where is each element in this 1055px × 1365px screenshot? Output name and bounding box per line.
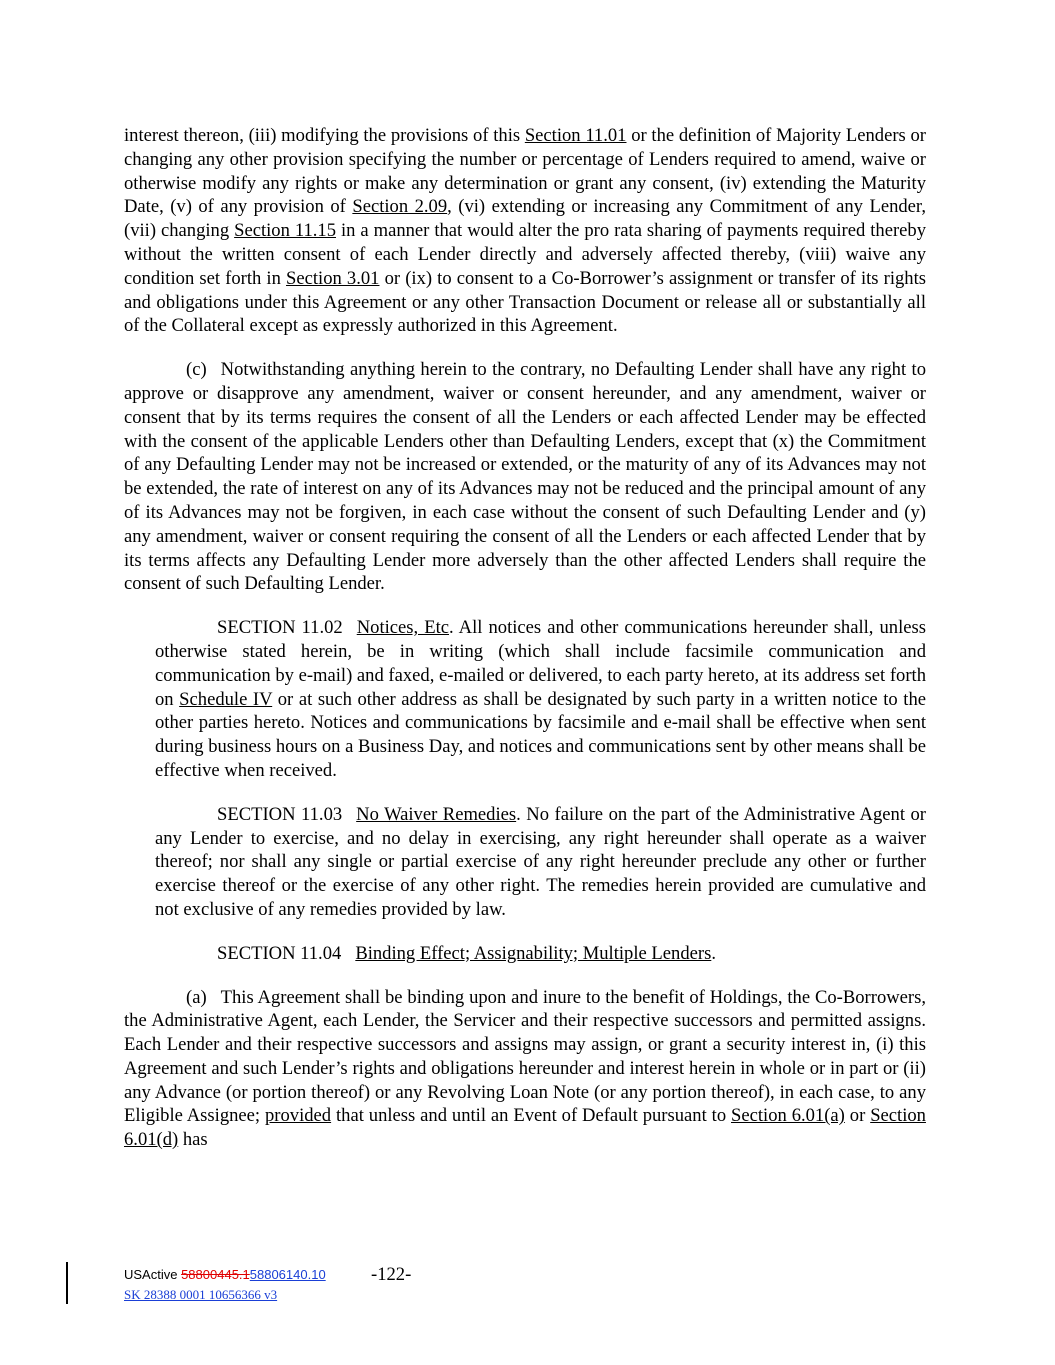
text: . All notices and other communications hereunder shall, unless otherwise stated herein, be in writing (which shall include facsimile communication and communication by e-mail) and faxed, e-mailed or delivered, to each party hereto, at its address set forth on [155, 617, 926, 710]
section-reference: Section 6.01(a) [731, 1105, 845, 1127]
section-reference: Section 3.01 [286, 267, 380, 289]
document-body [124, 124, 926, 1152]
section-number: SECTION 11.03 [217, 803, 343, 825]
section-title: Notices, Etc [356, 617, 449, 639]
section-11-03 [124, 803, 926, 922]
text: . [711, 942, 716, 964]
footer-docref: SK 28388 0001 10656366 v3 [124, 1287, 278, 1302]
section-number: SECTION 11.04 [217, 942, 342, 964]
section-11-02 [124, 616, 926, 783]
text: , (vi) extending or increasing any Commitment of any Lender, (vii) changing [124, 196, 927, 242]
text: has [178, 1129, 208, 1151]
schedule-reference: Schedule IV [179, 688, 273, 710]
clause-text: Notwithstanding anything herein to the contrary, no Defaulting Lender shall have any right to approve or disapprove any amendment, waiver or consent hereunder, and any amendment, waiver or consent that by its terms requires the consent of all the Lenders or each affected Lender may be effected with the consent of the applicable Lenders other than Defaulting Lenders, except that (x) the Commitment of any Defaulting Lender may not be increased or extended, or the maturity of any of its Advances may not be extended, the rate of interest on any of its Advances may not be reduced and the principal amount of any of its Advances may not be forgiven, in each case without the consent of such Defaulting Lender and (y) any amendment, waiver or consent requiring the consent of all the Lenders or each affected Lender that by its terms affects any Defaulting Lender more adversely than the other affected Lenders shall require the consent of such Defaulting Lender. [124, 359, 926, 595]
section-title: No Waiver Remedies [356, 803, 517, 825]
section-reference: Section 11.01 [524, 125, 627, 146]
change-bar [66, 1262, 68, 1304]
text: or at such other address as shall be designated by such party in a written notice to the other parties hereto. Notices and communications by facsimile and e-mail shall be effective when sent during business hours on a Business Day, and notices and communications sent by other means shall be effective when received. [155, 688, 926, 781]
text: in a manner that would alter the pro rata sharing of payments required thereby without the written consent of each Lender directly and adversely affected thereby, (viii) waive any condition set forth in [124, 220, 926, 289]
text: . No failure on the part of the Administrative Agent or any Lender to exercise, and no delay in exercising, any right hereunder shall operate as a waiver thereof; nor shall any single or partial exercise of any right hereunder preclude any other or further exercise thereof or the exercise of any other right. The remedies herein provided are cumulative and not exclusive of any remedies provided by law. [155, 803, 926, 920]
section-reference: Section 11.15 [234, 220, 336, 242]
text: that unless and until an Event of Default pursuant to [331, 1105, 732, 1127]
paragraph-amendment-continued [124, 124, 926, 338]
section-11-04 [124, 942, 926, 966]
section-reference: Section 2.09 [352, 196, 448, 218]
docid-inserted: 58806140.10 [249, 1267, 326, 1282]
section-title: Binding Effect; Assignability; Multiple Lenders [355, 942, 712, 964]
section-reference: Section 6.01(d) [124, 1105, 926, 1151]
footer-docid [124, 1266, 326, 1284]
text: interest thereon, (iii) modifying the provisions of this [124, 125, 525, 146]
paragraph-a [124, 986, 926, 1153]
docid-deleted: 58800445.1 [181, 1267, 250, 1282]
clause-label: (c) [186, 359, 207, 381]
text: or (ix) to consent to a Co-Borrower’s assignment or transfer of its rights and obligations under this Agreement or any other Transaction Document or release all or substantially all of the Collateral except as expressly authorized in this Agreement. [124, 267, 927, 337]
paragraph-c [124, 358, 926, 596]
text: or [844, 1105, 871, 1127]
text: or the definition of Majority Lenders or changing any other provision specifying the number or percentage of Lenders required to amend, waive or otherwise modify any rights or make any determination or grant any consent, (iv) extending the Maturity Date, (v) of any provision of [124, 125, 926, 218]
proviso-term: provided [264, 1105, 332, 1127]
docid-prefix: USActive [124, 1267, 182, 1282]
text: This Agreement shall be binding upon and inure to the benefit of Holdings, the Co-Borrowers, the Administrative Agent, each Lender, the Servicer and their respective successors and permitted assigns. Each Lender and their respective successors and assigns may assign, or grant a security interest in, (i) this Agreement and such Lender’s rights and obligations hereunder and interest herein in whole or in part or (ii) any Advance (or portion thereof) or any Revolving Loan Note (or any portion thereof), in each case, to any Eligible Assignee; [124, 986, 926, 1127]
page-number: -122- [371, 1264, 412, 1285]
section-number: SECTION 11.02 [217, 617, 343, 639]
clause-label: (a) [186, 986, 207, 1008]
